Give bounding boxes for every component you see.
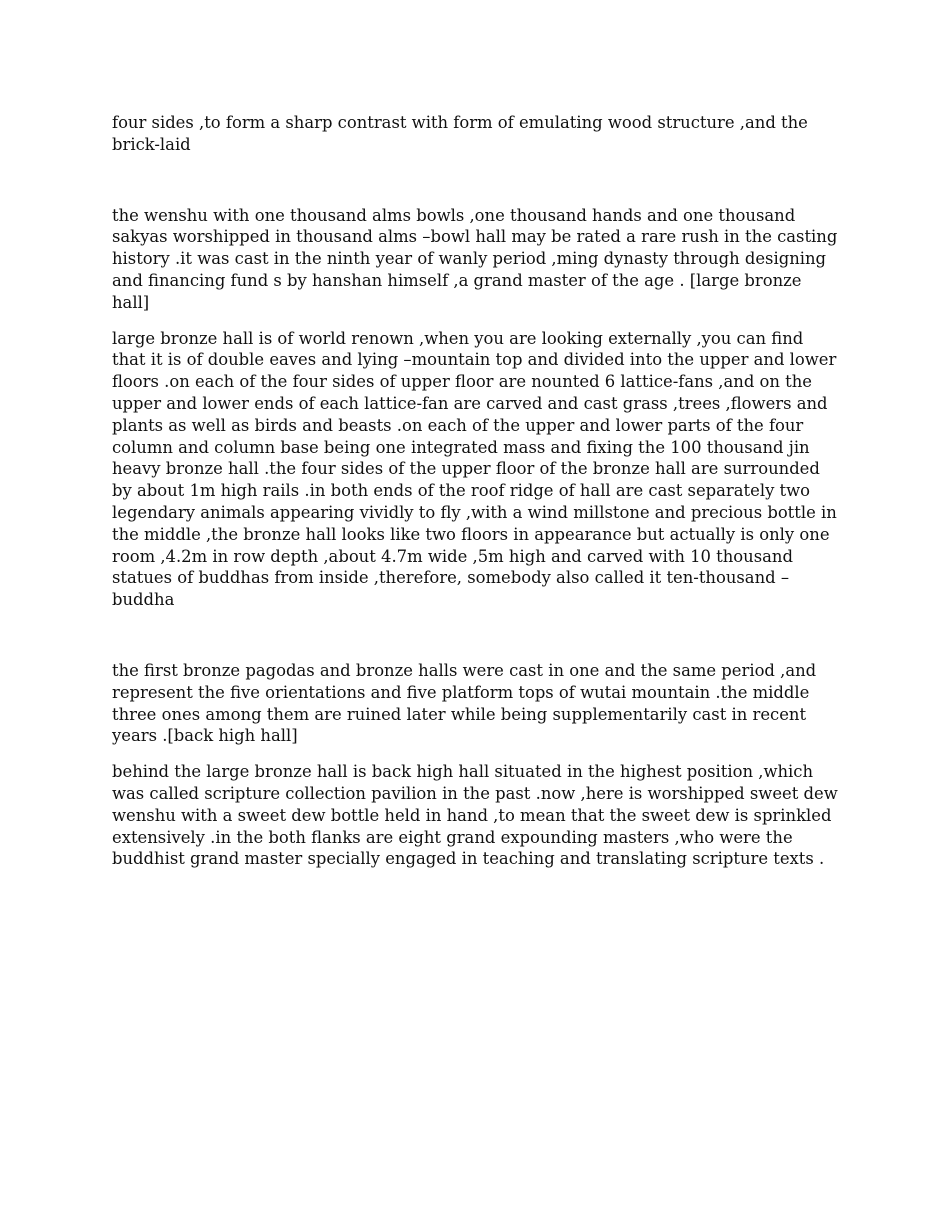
paragraph-large-bronze-hall: large bronze hall is of world renown ,when you are looking externally ,you can find that it is of double eaves and lying –mountain top and divided into the upper and lower floors .on each of the four sides of upper floor are nounted 6 lattice-fans ,and on the upper and lower ends of each lattice-fan are carved and cast grass ,trees ,flowers and plants as well as birds and beasts .on each of the upper and lower parts of the four column and column base being one integrated mass and fixing the 100 thousand jin heavy bronze hall .the four sides of the upper floor of the bronze hall are surrounded by about 1m high rails .in both ends of the roof ridge of hall are cast separately two legendary animals appearing vividly to fly ,with a wind millstone and precious bottle in the middle ,the bronze hall looks like two floors in appearance but actually is only one room ,4.2m in row depth ,about 4.7m wide ,5m high and carved with 10 thousand statues of buddhas from inside ,therefore, somebody also called it ten-thousand –buddha: [112, 328, 837, 610]
paragraph-gap: [112, 625, 840, 660]
paragraph-back-high-hall: behind the large bronze hall is back high hall situated in the highest position ,which was called scripture collection pavilion in the past .now ,here is worshipped sweet dew wenshu with a sweet dew bottle held in hand ,to mean that the sweet dew is sprinkled extensively .in the both flanks are eight grand expounding masters ,who were the buddhist grand master specially engaged in teaching and translating scripture texts .: [112, 762, 838, 869]
paragraph-bronze-pagodas: the first bronze pagodas and bronze halls were cast in one and the same period ,and represent the five orientations and five platform tops of wutai mountain .the middle three ones among them are ruined later while being supplementarily cast in recent years .[back high hall]: [112, 660, 817, 746]
paragraph-gap: [112, 170, 840, 205]
document-body: [112, 112, 840, 884]
paragraph-alms-bowl-hall: the wenshu with one thousand alms bowls ,one thousand hands and one thousand sakyas worshipped in thousand alms –bowl hall may be rated a rare rush in the casting history .it was cast in the ninth year of wanly period ,ming dynasty through designing and financing fund s by hanshan himself ,a grand master of the age . [large bronze hall]: [112, 205, 838, 312]
paragraph-brick-laid-fragment: four sides ,to form a sharp contrast with form of emulating wood structure ,and the brick-laid: [112, 113, 808, 154]
